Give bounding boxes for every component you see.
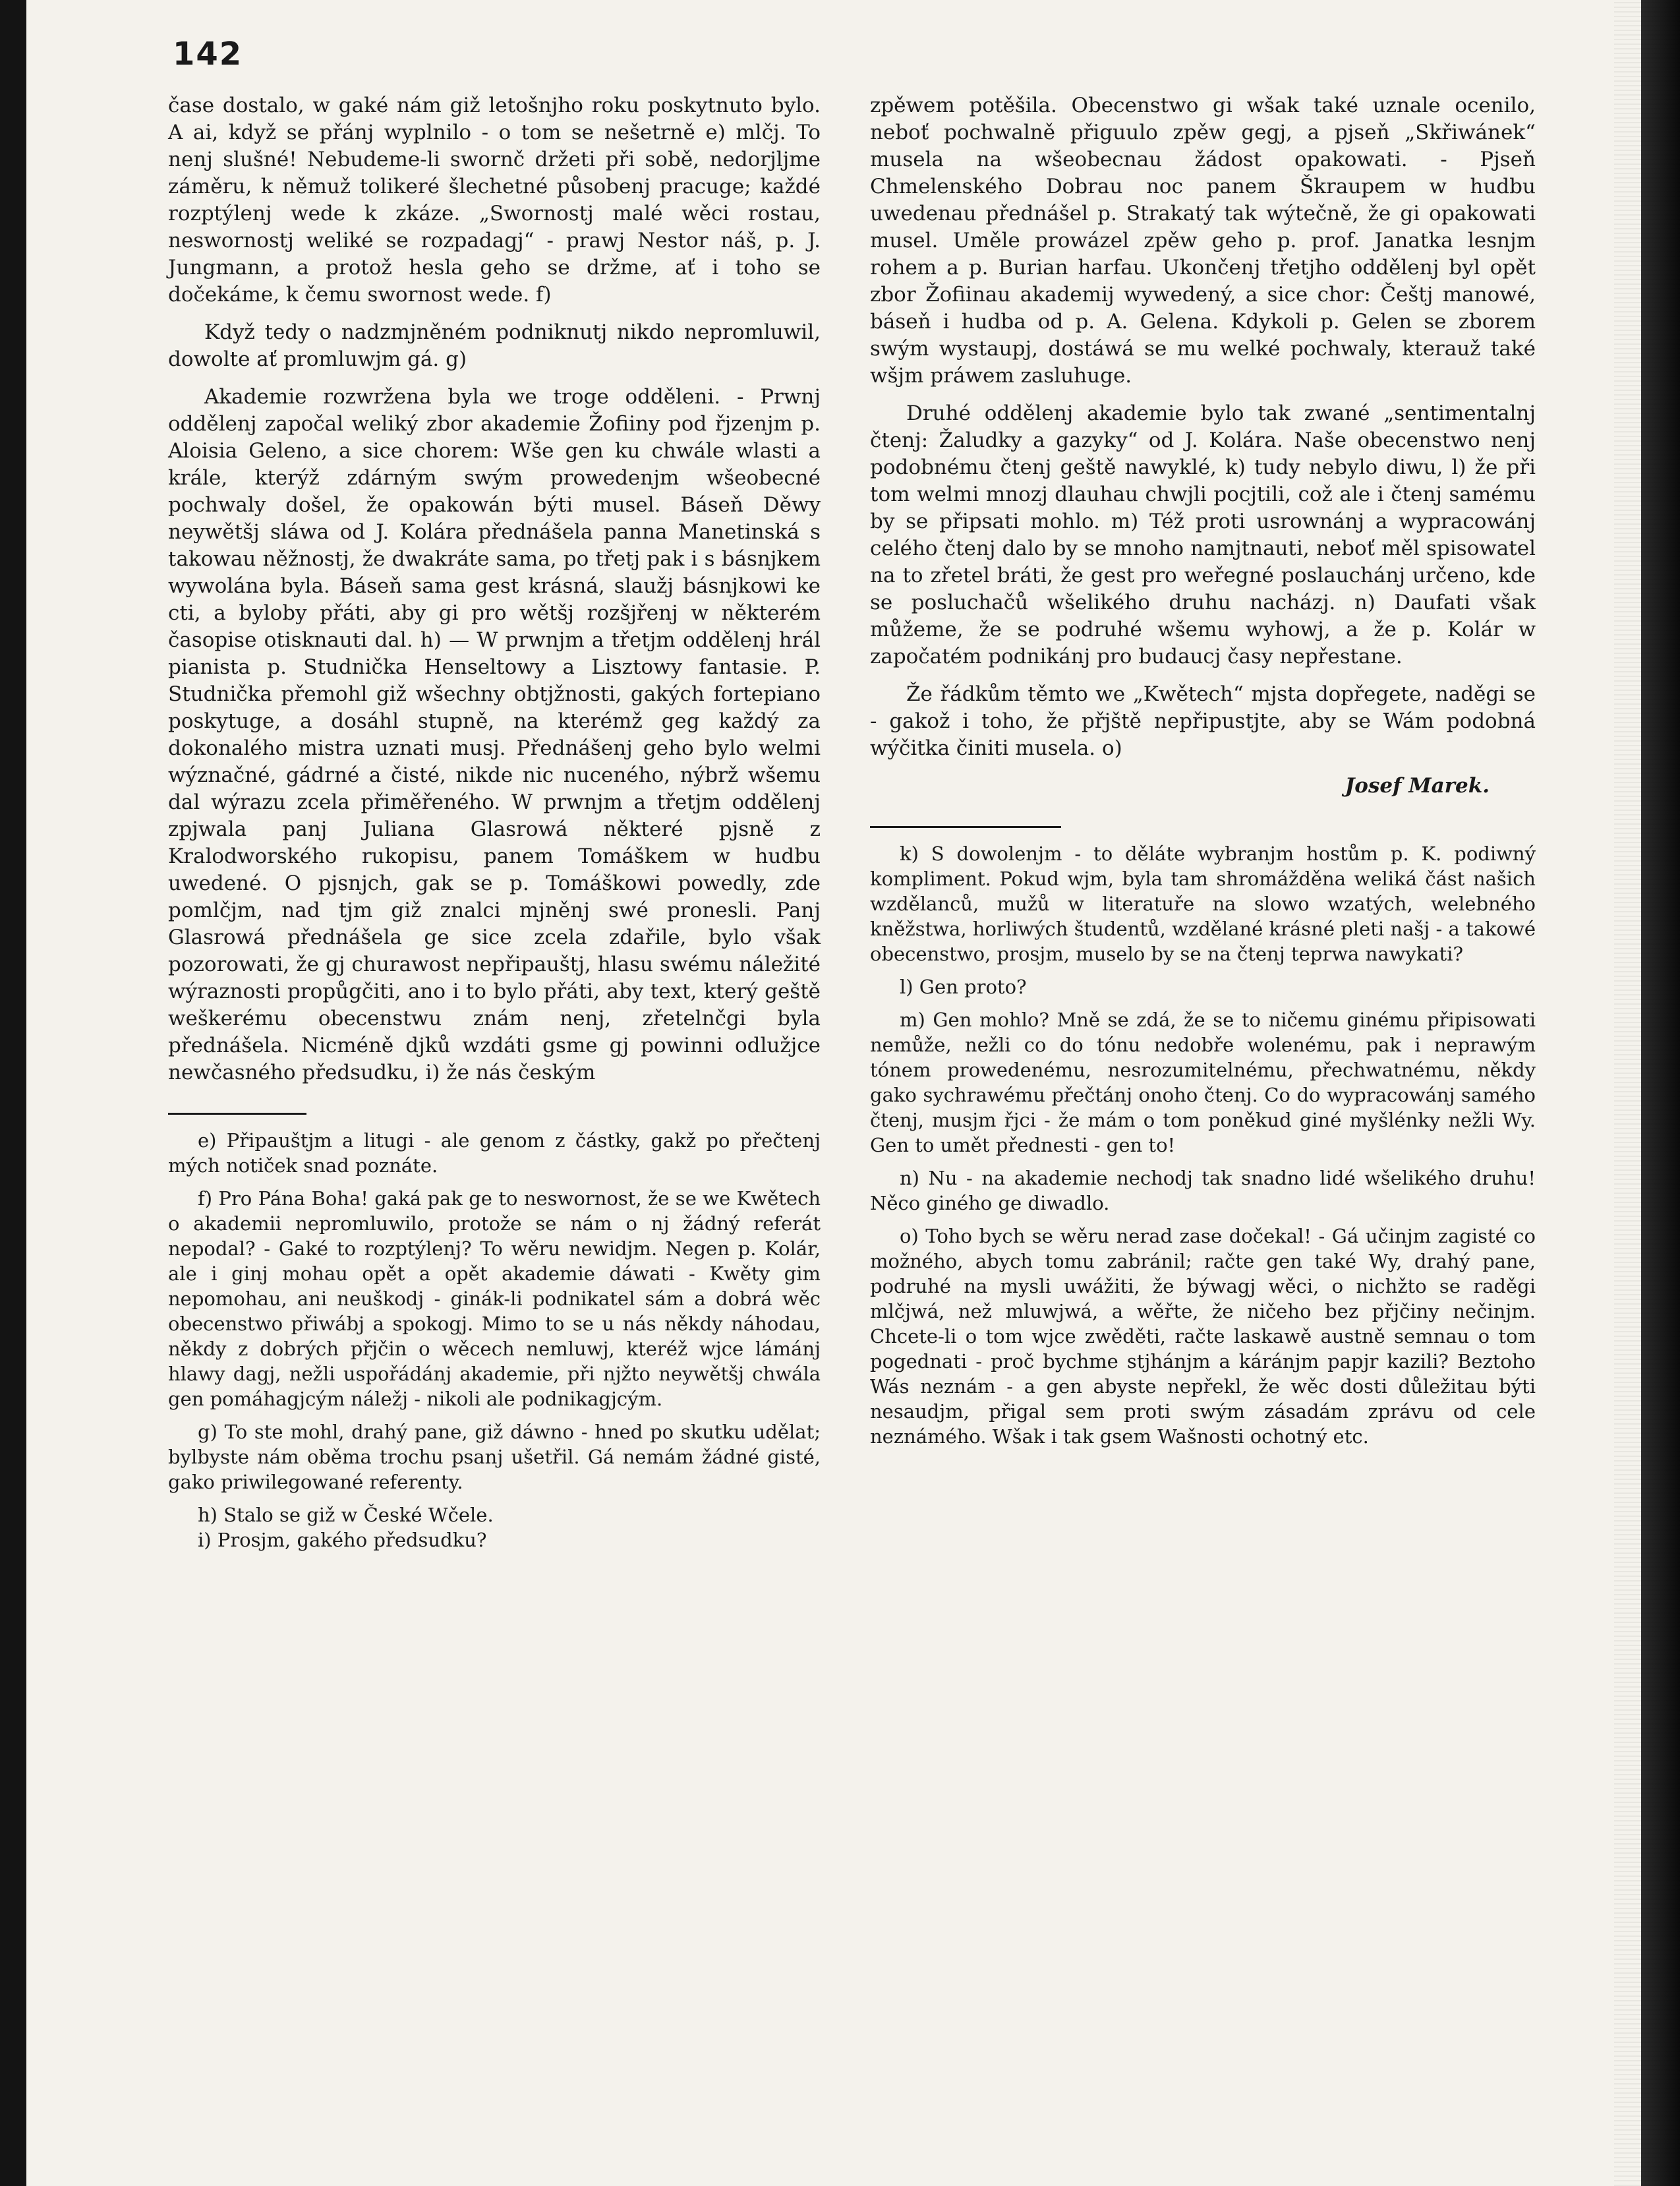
left-footnotes bbox=[168, 1128, 821, 1552]
scan-noise bbox=[1614, 0, 1680, 2186]
footnote: l) Gen proto? bbox=[900, 976, 1027, 998]
page-number: 142 bbox=[173, 36, 243, 73]
signature: Josef Marek. bbox=[1345, 774, 1490, 798]
footnote: i) Prosjm, gakého předsudku? bbox=[198, 1529, 487, 1551]
left-column bbox=[168, 92, 821, 1552]
footnote: k) S dowolenjm - to děláte wybranjm hostům p. K. podiwný kompliment. Pokud wjm, byla tam shromážděna weliká část našich wzdělanců, mužů w literatuře na slowo wzatých, welebného kněžstwa, horliwých študentů, wzdělané krásné pleti našj - a takowé obecenstwo, prosjm, muselo by se na čtenj teprwa nawykati? bbox=[870, 842, 1536, 965]
right-paragraph: Že řádkům těmto we „Kwětech“ mjsta dopřegete, naděgi se - gakož i toho, že přjště nepřipustjte, aby se Wám podobná wýčitka činiti musela. o) bbox=[870, 682, 1536, 760]
footnote-divider bbox=[870, 826, 1061, 828]
footnote: h) Stalo se giž w České Wčele. bbox=[198, 1504, 494, 1526]
footnote: m) Gen mohlo? Mně se zdá, že se to ničemu ginému připisowati nemůže, nežli co do tónu nedobře wolenému, pak i neprawým tónem prowedenému, nesrozumitelnému, přechwatnému, někdy gako sychrawému přečtánj onoho čtenj. Co do wypracowánj samého čtenj, musjm řjci - že mám o tom poněkud giné myšlénky nežli Wy. Gen to umět přednesti - gen to! bbox=[870, 1009, 1536, 1156]
footnote: o) Toho bych se wěru nerad zase dočekal! - Gá učinjm zagisté co možného, abych tomu zabránil; račte gen také Wy, drahý pane, podruhé na mysli uwážiti, že býwagj wěci, o nichžto se raděgi mlčjwá, než mluwjwá, a wěřte, že ničeho bez přjčiny nečinjm. Chcete-li o tom wjce zwěděti, račte laskawě austně semnau o tom pogednati - proč bychme stjhánjm a káránjm papjr kazili? Beztoho Wás neznám - a gen abyste nepřekl, že wěc dosti důležitau býti nesaudjm, přigal sem proti swým zásadám zprávu od cele neznámého. Wšak i tak gsem Wašnosti ochotný etc. bbox=[870, 1225, 1536, 1448]
right-paragraph: zpěwem potěšila. Obecenstwo gi wšak také uznale ocenilo, neboť pochwalně přiguulo zpěw gegj, a pjseň „Skřiwánek“ musela na wšeobecnau žádost opakowati. - Pjseň Chmelenského Dobrau noc panem Škraupem w hudbu uwedenau přednášel p. Strakatý tak wýtečně, že gi opakowati musel. Uměle prowázel zpěw geho p. prof. Janatka lesnjm rohem a p. Burian harfau. Ukončenj třetjho oddělenj byl opět zbor Žofiinau akademij wywedený, a sice chor: Češtj manowé, báseň i hudba od p. A. Gelena. Kdykoli p. Gelen se zborem swým wystaupj, dostáwá se mu welké pochwaly, kterauž také wšjm práwem zasluhuge. bbox=[870, 94, 1536, 388]
footnote-divider bbox=[168, 1113, 306, 1115]
footnote: f) Pro Pána Boha! gaká pak ge to neswornost, že se we Kwětech o akademii nepromluwilo, protože se nám o nj žádný referát nepodal? - Gaké to rozptýlenj? To wěru newidjm. Negen p. Kolár, ale i ginj mohau opět a opět akademie dáwati - Kwěty gim nepomohau, ani neuškodj - ginák-li podnikatel sám a dobrá wěc obecenstwo přiwábj a spokogj. Mimo to se u nás někdy náhodau, někdy z dobrých přjčin o wěcech nemluwj, kteréž wjce lámánj hlawy dagj, nežli uspořádánj akademie, při njžto neywětšj chwála gen pomáhagjcým náležj - nikoli ale podnikagjcým. bbox=[168, 1187, 821, 1410]
footnote: e) Připauštjm a litugi - ale genom z částky, gakž po přečtenj mých notiček snad poznáte. bbox=[168, 1129, 821, 1177]
right-footnotes bbox=[870, 841, 1536, 1449]
left-paragraph: čase dostalo, w gaké nám giž letošnjho roku poskytnuto bylo. A ai, když se přánj wyplnilo - o tom se nešetrně e) mlčj. To nenj slušné! Nebudeme-li swornč držeti při sobě, nedorjljme záměru, k němuž tolikeré šlechetné působenj pracuge; každé rozptýlenj wede k zkáze. „Swornostj malé wěci rostau, neswornostj weliké se rozpadagj“ - prawj Nestor náš, p. J. Jungmann, a protož hesla geho se držme, ať i toho se dočekáme, k čemu swornost wede. f) bbox=[168, 94, 821, 307]
left-paragraph: Akademie rozwržena byla we troge odděleni. - Prwnj oddělenj započal weliký zbor akademie Žofiiny pod řjzenjm p. Aloisia Geleno, a sice chorem: Wše gen ku chwále wlasti a krále, kterýž zdárným swým prowedenjm wšeobecné pochwaly došel, že opakowán býti musel. Báseň Děwy neywětšj sláwa od J. Kolára přednášela panna Manetinská s takowau něžnostj, že dwakráte sama, po třetj pak i s básnjkem wywolána byla. Báseň sama gest krásná, slaužj básnjkowi ke cti, a byloby přáti, aby gi pro wětšj rozšjřenj w některém časopise otisknauti dal. h) — W prwnjm a třetjm oddělenj hrál pianista p. Studnička Henseltowy a Lisztowy fantasie. P. Studnička přemohl giž wšechny obtjžnosti, gakých fortepiano poskytuge, a dosáhl stupně, na kterémž geg každý za dokonalého mistra uznati musj. Přednášenj geho bylo welmi wýznačné, gádrné a čisté, nikde nic nuceného, nýbrž wšemu dal wýrazu zcela přiměřeného. W prwnjm a třetjm oddělenj zpjwala panj Juliana Glasrowá některé pjsně z Kralodworského rukopisu, panem Tomáškem w hudbu uwedené. O pjsnjch, gak se p. Tomáškowi powedly, zde pomlčjm, nad tjm giž znalci mjněnj swé pronesli. Panj Glasrowá přednášela ge sice zcela zdařile, bylo však pozorowati, že gj churawost nepřipauštj, hlasu swému náležité wýraznosti propůgčiti, ano i to bylo přáti, aby text, který geště weškerému obecenstwu znám nenj, zřetelnčgi byla přednášela. Nicméně djků wzdáti gsme gj powinni odlužjce newčasného předsudku, i) že nás českým bbox=[168, 385, 821, 1084]
footnote: g) To ste mohl, drahý pane, giž dáwno - hned po skutku udělat; bylbyste nám oběma trochu psanj ušetřil. Gá nemám žádné gisté, gako priwilegowané referenty. bbox=[168, 1421, 821, 1493]
right-column bbox=[870, 92, 1536, 1457]
left-paragraph: Když tedy o nadzmjněném podniknutj nikdo nepromluwil, dowolte ať promluwjm gá. g) bbox=[168, 320, 821, 371]
right-paragraph: Druhé oddělenj akademie bylo tak zwané „sentimentalnj čtenj: Žaludky a gazyky“ od J. Kolára. Naše obecenstwo nenj podobnému čtenj geště nawyklé, k) tudy nebylo diwu, l) že při tom welmi mnozj dlauhau chwjli pocjtili, což ale i čtenj samému by se připsati mohlo. m) Též proti usrownánj a wypracowánj celého čtenj dalo by se mnoho namjtnauti, neboť měl spisowatel na to zřetel bráti, že gest pro weřegné poslauchánj určeno, kde se posluchačů wšelikého druhu nacházj. n) Daufati však můžeme, že se podruhé wšemu wyhowj, a že p. Kolár w započatém podnikánj pro budaucj časy nepřestane. bbox=[870, 401, 1536, 668]
footnote: n) Nu - na akademie nechodj tak snadno lidé wšelikého druhu! Něco giného ge diwadlo. bbox=[870, 1167, 1536, 1214]
